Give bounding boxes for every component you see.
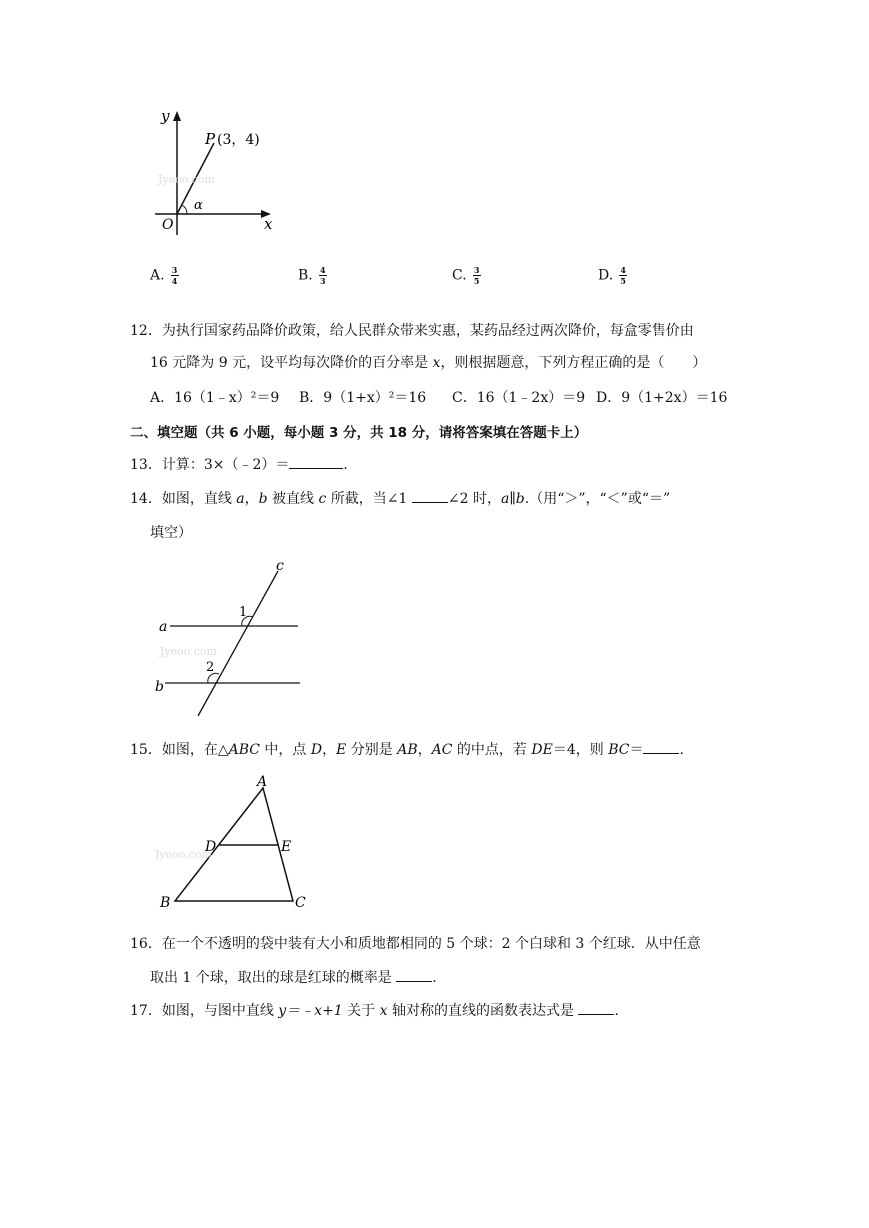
label-a: a — [159, 619, 168, 635]
q14-figure — [150, 555, 310, 725]
q15: 15．如图，在△ABC 中，点 D，E 分别是 AB，AC 的中点，若 DE＝4，则 BC＝ . — [130, 739, 684, 759]
label-E: E — [281, 839, 292, 855]
watermark: Jyeoo.com — [160, 645, 217, 658]
q12-line1: 12．为执行国家药品降价政策，给人民群众带来实惠，某药品经过两次降价，每盒零售价由 — [130, 323, 694, 339]
label-1: 1 — [239, 605, 248, 620]
answer-blank[interactable] — [412, 488, 448, 503]
q16-line2: 取出 1 个球，取出的球是红球的概率是 . — [150, 967, 437, 987]
answer-blank[interactable] — [396, 967, 432, 982]
angle-arc — [182, 205, 187, 214]
angle-label: α — [194, 198, 203, 213]
y-label: y — [161, 107, 170, 125]
label-B: B — [160, 895, 171, 911]
fraction: $\frac{4}{5}$ — [620, 265, 626, 286]
q12-option-c: C．16（1﹣2x）＝9 — [452, 390, 586, 406]
watermark: Jyeoo.com — [155, 848, 212, 861]
q14-line2: 填空） — [150, 525, 192, 541]
watermark: Jyeoo.com — [158, 173, 215, 186]
x-label: x — [264, 215, 273, 233]
fraction: $\frac{3}{5}$ — [473, 265, 480, 286]
q14-line1: 14．如图，直线 a，b 被直线 c 所截，当∠1 ∠2 时，a∥b.（用“＞”，“＜”或“＝” — [130, 488, 670, 508]
q13: 13．计算：3×（﹣2）＝ . — [130, 454, 348, 474]
q12-line2: 16 元降为 9 元，设平均每次降价的百分率是 x，则根据题意，下列方程正确的是（ ） — [150, 355, 707, 371]
q16-line1: 16．在一个不透明的袋中装有大小和质地都相同的 5 个球：2 个白球和 3 个红球．从中任意 — [130, 936, 701, 952]
q11-option-c: C. $\frac{3}{5}$ — [452, 265, 480, 286]
label-b: b — [155, 679, 164, 695]
fraction: $\frac{3}{4}$ — [171, 265, 178, 286]
label-2: 2 — [206, 660, 215, 675]
point-label: P — [205, 130, 216, 148]
label-D: D — [205, 839, 217, 855]
y-arrow — [173, 111, 181, 121]
answer-blank[interactable] — [578, 1000, 614, 1015]
origin-label: O — [162, 217, 174, 233]
section-heading: 二、填空题（共 6 小题，每小题 3 分，共 18 分，请将答案填在答题卡上） — [130, 425, 588, 441]
answer-blank[interactable] — [289, 454, 343, 469]
q12-option-a: A．16（1﹣x）²＝9 — [150, 390, 280, 406]
q12-option-b: B．9（1+x）²＝16 — [299, 390, 427, 406]
q11-option-d: D. $\frac{4}{5}$ — [598, 265, 626, 286]
label-A: A — [257, 774, 268, 790]
point-coords: (3，4) — [217, 132, 260, 148]
q11-option-b: B. $\frac{4}{3}$ — [298, 265, 326, 286]
label-c: c — [276, 558, 284, 574]
label-C: C — [295, 895, 306, 911]
q17: 17．如图，与图中直线 y＝﹣x+1 关于 x 轴对称的直线的函数表达式是 . — [130, 1000, 619, 1020]
answer-blank[interactable] — [643, 739, 679, 754]
q12-option-d: D．9（1+2x）＝16 — [596, 390, 728, 406]
fraction: $\frac{4}{3}$ — [319, 265, 326, 286]
q15-figure — [155, 770, 315, 915]
line-c — [198, 571, 278, 716]
q11-figure — [150, 105, 285, 240]
q11-option-a: A. $\frac{3}{4}$ — [150, 265, 178, 286]
